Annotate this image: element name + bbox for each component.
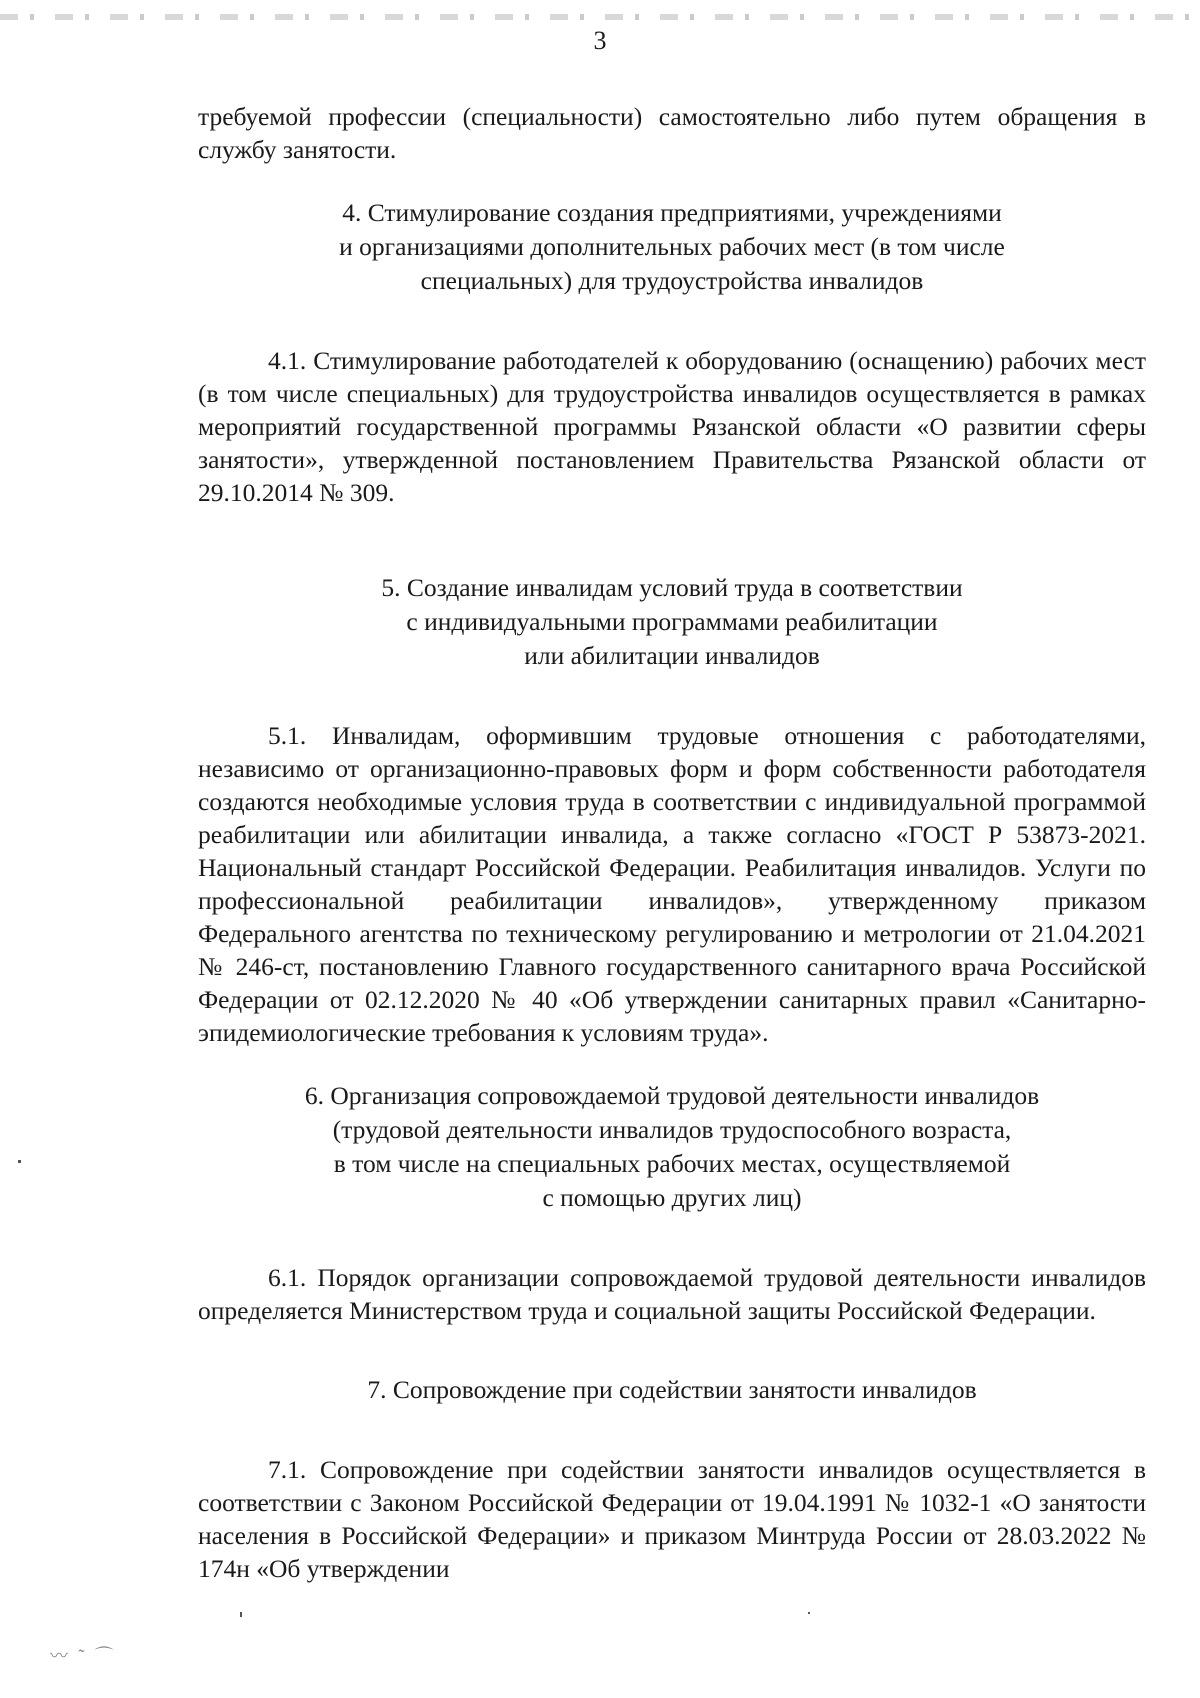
paragraph-7-1: 7.1. Сопровождение при содействии занятости инвалидов осуществляется в соответствии с Законом Российской Федерации от 19.04.1991 № 1032-1 «О занятости населения в Российской Федерации» и приказом Минтруда России от 28.03.2022 № 174н «Об утверждении bbox=[198, 1455, 1146, 1583]
scan-artifact-top bbox=[0, 14, 1200, 20]
scan-scribble: 〰 ˜ ⌒ bbox=[50, 1646, 116, 1666]
paragraph-4-1: 4.1. Стимулирование работодателей к оборудованию (оснащению) рабочих мест (в том числе специальных) для трудоустройства инвалидов осуществляется в рамках мероприятий государственной программы Рязанской области «О развитии сферы занятости», утвержденной постановлением Правительства Рязанской области от 29.10.2014 № 309. bbox=[198, 346, 1146, 507]
heading-line: 4. Стимулирование создания предприятиями, учреждениями bbox=[342, 198, 1002, 227]
heading-line: (трудовой деятельности инвалидов трудоспособного возраста, bbox=[332, 1115, 1012, 1144]
heading-line: и организациями дополнительных рабочих мест (в том числе bbox=[339, 232, 1005, 261]
document-body bbox=[198, 100, 1146, 1585]
section-5-heading bbox=[198, 571, 1146, 673]
heading-line: 7. Сопровождение при содействии занятости инвалидов bbox=[367, 1375, 977, 1404]
heading-line: с индивидуальными программами реабилитации bbox=[406, 607, 938, 636]
section-7-heading bbox=[198, 1373, 1146, 1407]
section-4-heading bbox=[198, 196, 1146, 298]
heading-line: специальных) для трудоустройства инвалидов bbox=[420, 266, 924, 295]
paragraph-5-1: 5.1. Инвалидам, оформившим трудовые отношения с работодателями, независимо от организационно-правовых форм и форм собственности работодателя создаются необходимые условия труда в соответствии с индивидуальной программой реабилитации или абилитации инвалида, а также согласно «ГОСТ Р 53873-2021. Национальный стандарт Российской Федерации. Реабилитация инвалидов. Услуги по профессиональной реабилитации инвалидов», утвержденному приказом Федерального агентства по техническому регулированию и метрологии от 21.04.2021 № 246-ст, постановлению Главного государственного санитарного врача Российской Федерации от 02.12.2020 № 40 «Об утверждении санитарных правил «Санитарно-эпидемиологические требования к условиям труда». bbox=[198, 721, 1146, 1047]
section-6-heading bbox=[198, 1079, 1146, 1215]
heading-line: в том числе на специальных рабочих местах, осуществляемой bbox=[333, 1149, 1011, 1178]
paragraph-6-1: 6.1. Порядок организации сопровождаемой трудовой деятельности инвалидов определяется Министерством труда и социальной защиты Российской Федерации. bbox=[198, 1263, 1146, 1325]
heading-line: 6. Организация сопровождаемой трудовой деятельности инвалидов bbox=[304, 1081, 1040, 1110]
scan-speck bbox=[240, 1612, 242, 1617]
heading-line: или абилитации инвалидов bbox=[524, 641, 820, 670]
scan-speck bbox=[18, 1160, 21, 1163]
page-number: 3 bbox=[593, 26, 607, 55]
heading-line: 5. Создание инвалидам условий труда в соответствии bbox=[381, 573, 963, 602]
heading-line: с помощью других лиц) bbox=[542, 1183, 802, 1212]
scan-speck bbox=[808, 1612, 810, 1614]
paragraph-continuation: требуемой профессии (специальности) самостоятельно либо путем обращения в службу занятости. bbox=[198, 102, 1146, 164]
